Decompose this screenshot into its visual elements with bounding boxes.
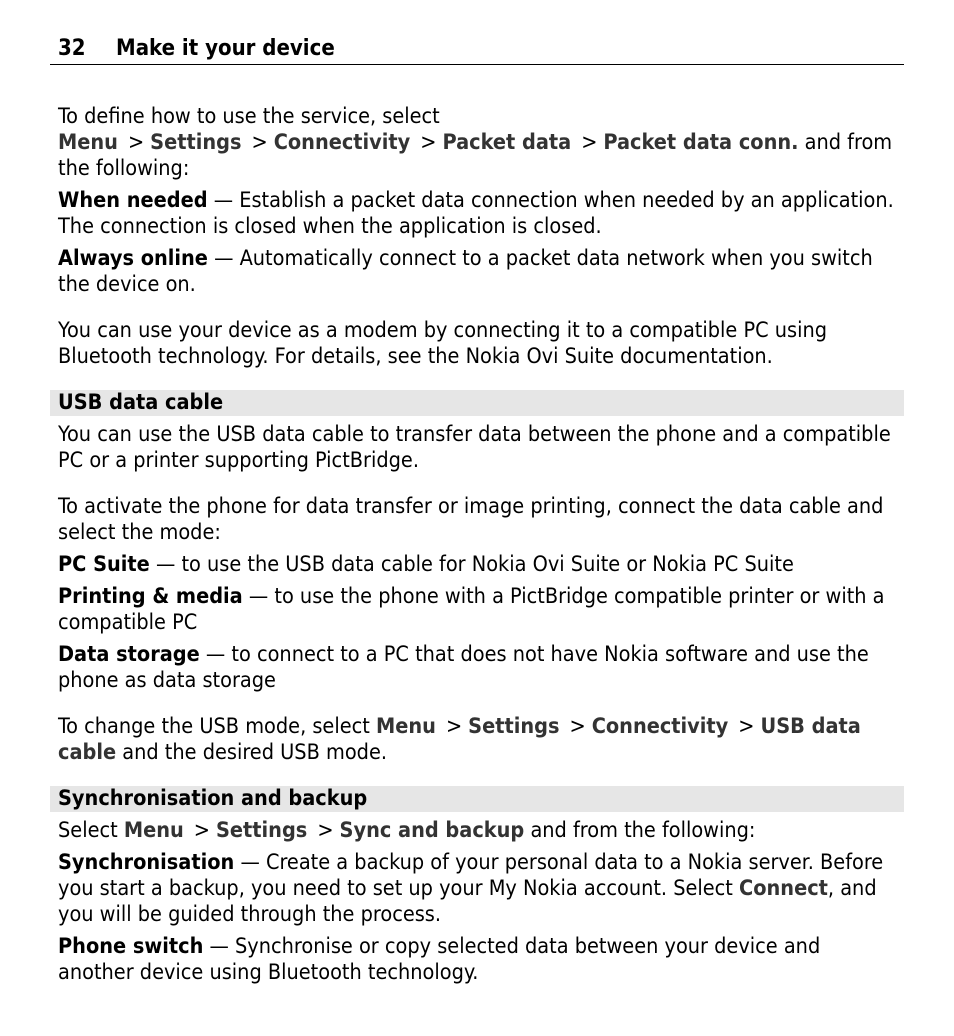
option-desc: — to connect to a PC that does not have Nokia software and use the phone as data storage [58,642,869,693]
option-desc: — to use the USB data cable for Nokia Ovi Suite or Nokia PC Suite [155,552,794,577]
menu-path-settings: Settings [216,818,308,843]
option-data-storage [58,642,900,694]
menu-path-menu: Menu [58,130,118,155]
sync-select-paragraph: Select Menu > Settings > Sync and backup and from the following: [58,818,756,843]
menu-path-settings: Settings [150,130,242,155]
option-desc: — to use the phone with a PictBridge compatible printer or with a compatible PC [58,584,885,635]
option-term: PC Suite [58,552,150,577]
usb-paragraph-2: To activate the phone for data transfer or image printing, connect the data cable and select the mode: [58,494,884,545]
intro-paragraph: To define how to use the service, select Menu > Settings > Connectivity > Packet data > Packet data conn. and from the following: [58,104,893,181]
option-term: Synchronisation [58,850,235,875]
option-desc: — Automatically connect to a packet data network when you switch the device on. [58,246,873,297]
page-header [50,36,904,65]
section-heading-sync: Synchronisation and backup [50,786,904,812]
menu-path-usb-data-cable: USB data cable [58,714,861,765]
section-heading-usb: USB data cable [50,390,904,416]
menu-path-connect: Connect [739,876,828,901]
menu-path-sync-and-backup: Sync and backup [339,818,525,843]
option-desc: — Create a backup of your personal data to a Nokia server. Before you start a backup, you need to set up your My Nokia account. Select [58,850,884,901]
page-content [58,104,900,986]
option-phone-switch [58,934,900,986]
option-term: When needed [58,188,208,213]
menu-path-connectivity: Connectivity [591,714,729,739]
usb-change-paragraph: To change the USB mode, select Menu > Settings > Connectivity > USB data cable and the desired USB mode. [58,714,861,765]
menu-path-menu: Menu [123,818,184,843]
option-synchronisation: Synchronisation — Create a backup of your personal data to a Nokia server. Before you start a backup, you need to set up your My Nokia account. Select Connect, and you will be guided through the process. [58,850,884,927]
option-when-needed [58,188,900,240]
menu-path-connectivity: Connectivity [273,130,411,155]
menu-path-settings: Settings [468,714,560,739]
menu-path-menu: Menu [376,714,436,739]
option-pc-suite [58,552,900,578]
option-desc: — Establish a packet data connection when needed by an application. The connection is closed when the application is closed. [58,188,894,239]
page-number: 32 [58,36,86,61]
option-term: Always online [58,246,208,271]
usb-paragraph-1: You can use the USB data cable to transfer data between the phone and a compatible PC or a printer supporting PictBridge. [58,422,891,473]
option-always-online [58,246,900,298]
option-printing-media [58,584,900,636]
option-term: Printing & media [58,584,243,609]
chapter-title: Make it your device [116,36,335,61]
menu-path-packet-data-conn: Packet data conn. [603,130,799,155]
option-desc: — Synchronise or copy selected data between your device and another device using Bluetooth technology. [58,934,821,985]
modem-paragraph: You can use your device as a modem by connecting it to a compatible PC using Bluetooth technology. For details, see the Nokia Ovi Suite documentation. [58,318,828,369]
option-term: Data storage [58,642,200,667]
option-term: Phone switch [58,934,204,959]
menu-path-packet-data: Packet data [442,130,572,155]
